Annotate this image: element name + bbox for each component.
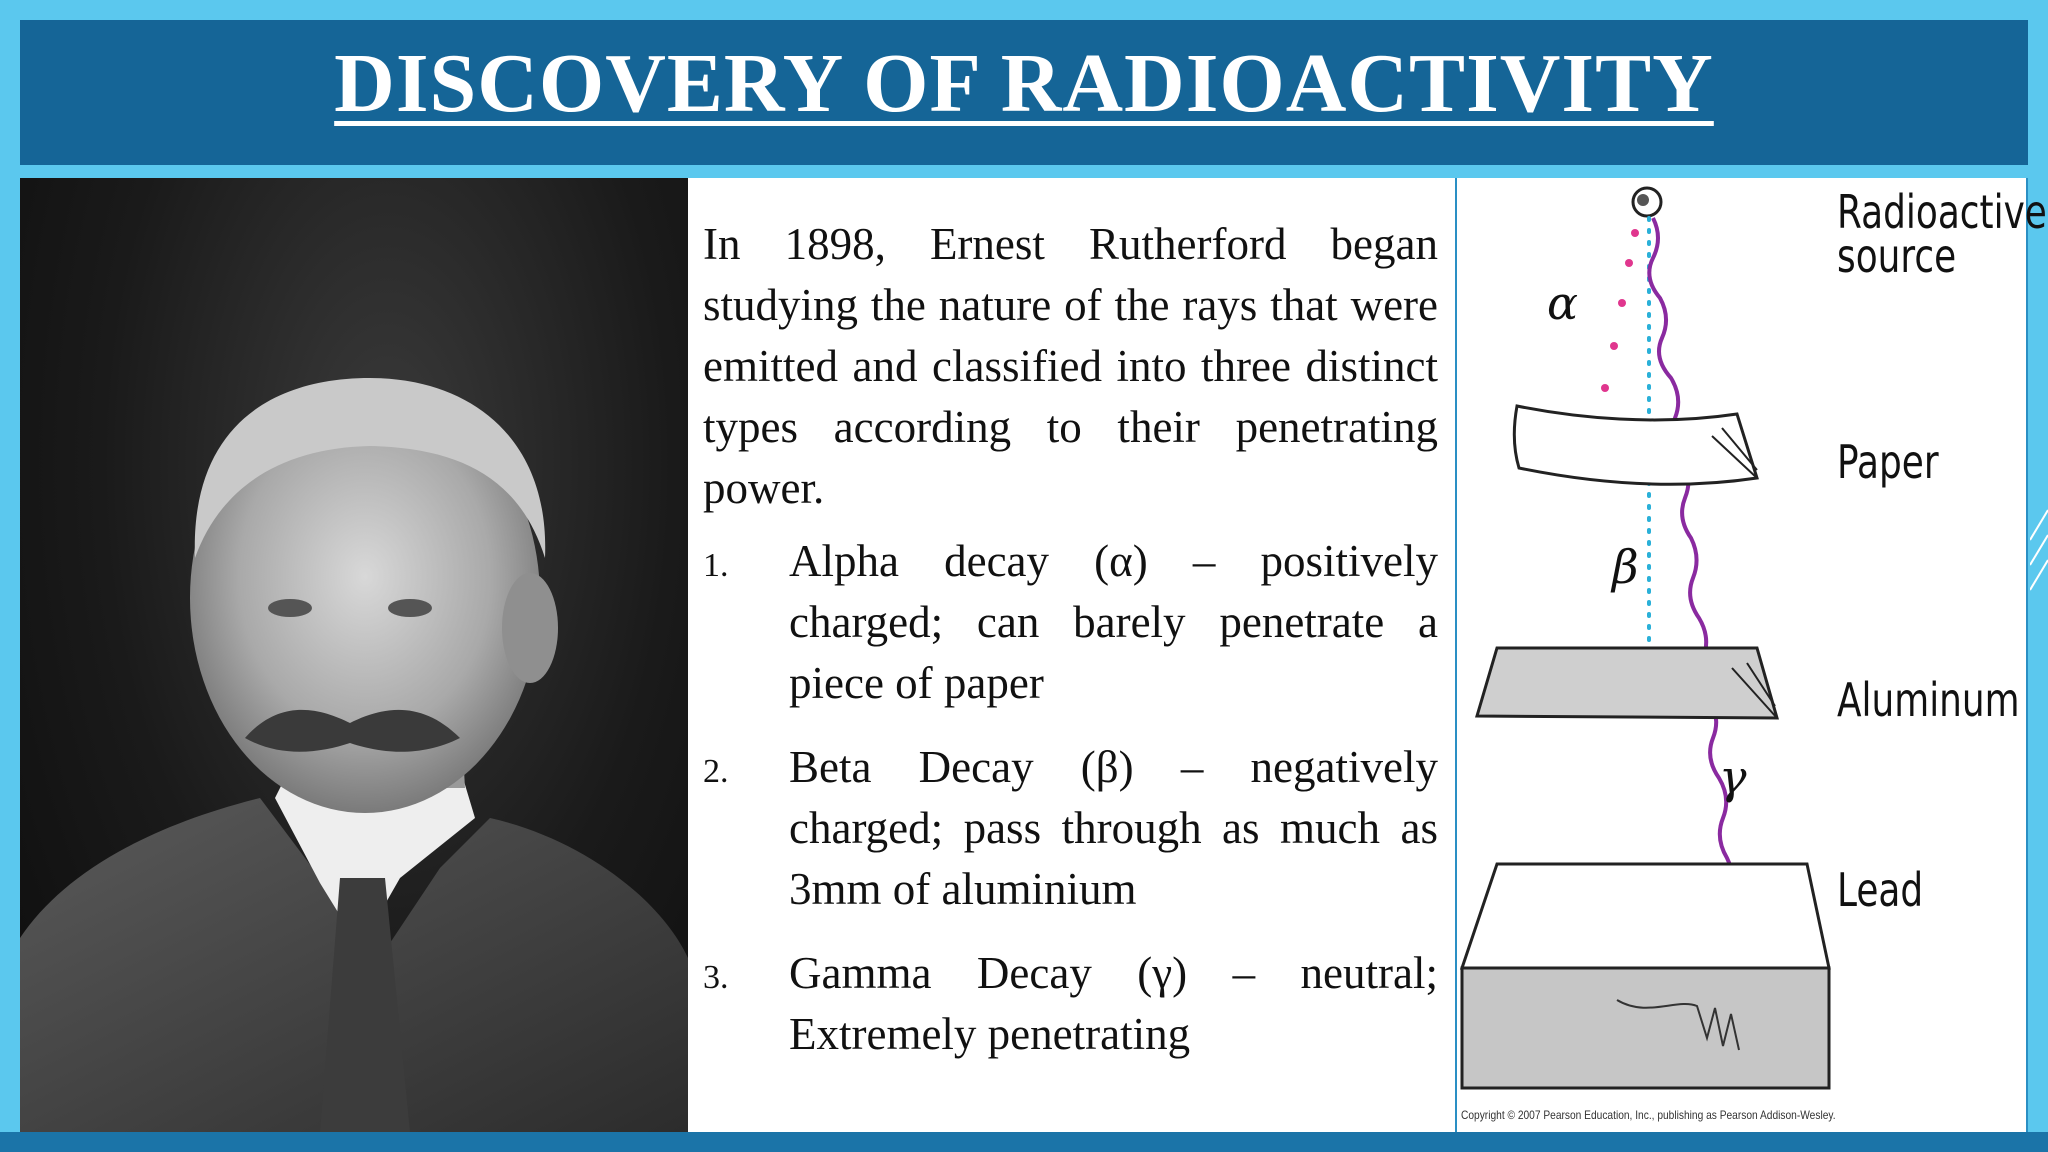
slide-title: DISCOVERY OF RADIOACTIVITY	[334, 37, 1714, 130]
slide-decoration-lines	[2030, 500, 2048, 610]
list-number: 3.	[703, 959, 729, 996]
paper-label: Paper	[1837, 435, 1939, 489]
alpha-decay-text: Alpha decay (α) – positively charged; can barely penetrate a piece of paper	[789, 536, 1438, 708]
alpha-ray-dots	[1591, 229, 1639, 440]
copyright-text: Copyright © 2007 Pearson Education, Inc., publishing as Pearson Addison-Wesley.	[1461, 1108, 1836, 1122]
lead-block-top	[1462, 864, 1829, 968]
title-bar	[20, 20, 2028, 165]
gamma-symbol: γ	[1719, 750, 1747, 804]
radioactive-source-label: Radioactive source	[1837, 185, 2047, 283]
slide-content	[20, 178, 2047, 1132]
bottom-band	[0, 1132, 2048, 1152]
list-item	[703, 737, 1438, 920]
rutherford-portrait	[20, 178, 688, 1132]
beta-symbol: β	[1612, 540, 1639, 594]
lead-label: Lead	[1837, 863, 1924, 917]
aluminum-sheet	[1477, 648, 1777, 718]
lead-block	[1462, 968, 1829, 1088]
list-number: 1.	[703, 547, 729, 584]
list-number: 2.	[703, 753, 729, 790]
text-column	[703, 214, 1438, 1088]
list-item	[703, 943, 1438, 1065]
gamma-decay-text: Gamma Decay (γ) – neutral; Extremely penetrating	[789, 948, 1438, 1059]
beta-decay-text: Beta Decay (β) – negatively charged; pass through as much as 3mm of aluminium	[789, 742, 1438, 914]
list-item	[703, 531, 1438, 714]
alpha-symbol: α	[1547, 276, 1579, 330]
intro-paragraph: In 1898, Ernest Rutherford began studying the nature of the rays that were emitted and classified into three distinct types according to their penetrating power.	[703, 219, 1438, 513]
penetration-diagram	[1455, 178, 2047, 1132]
aluminum-label: Aluminum	[1837, 673, 2020, 727]
